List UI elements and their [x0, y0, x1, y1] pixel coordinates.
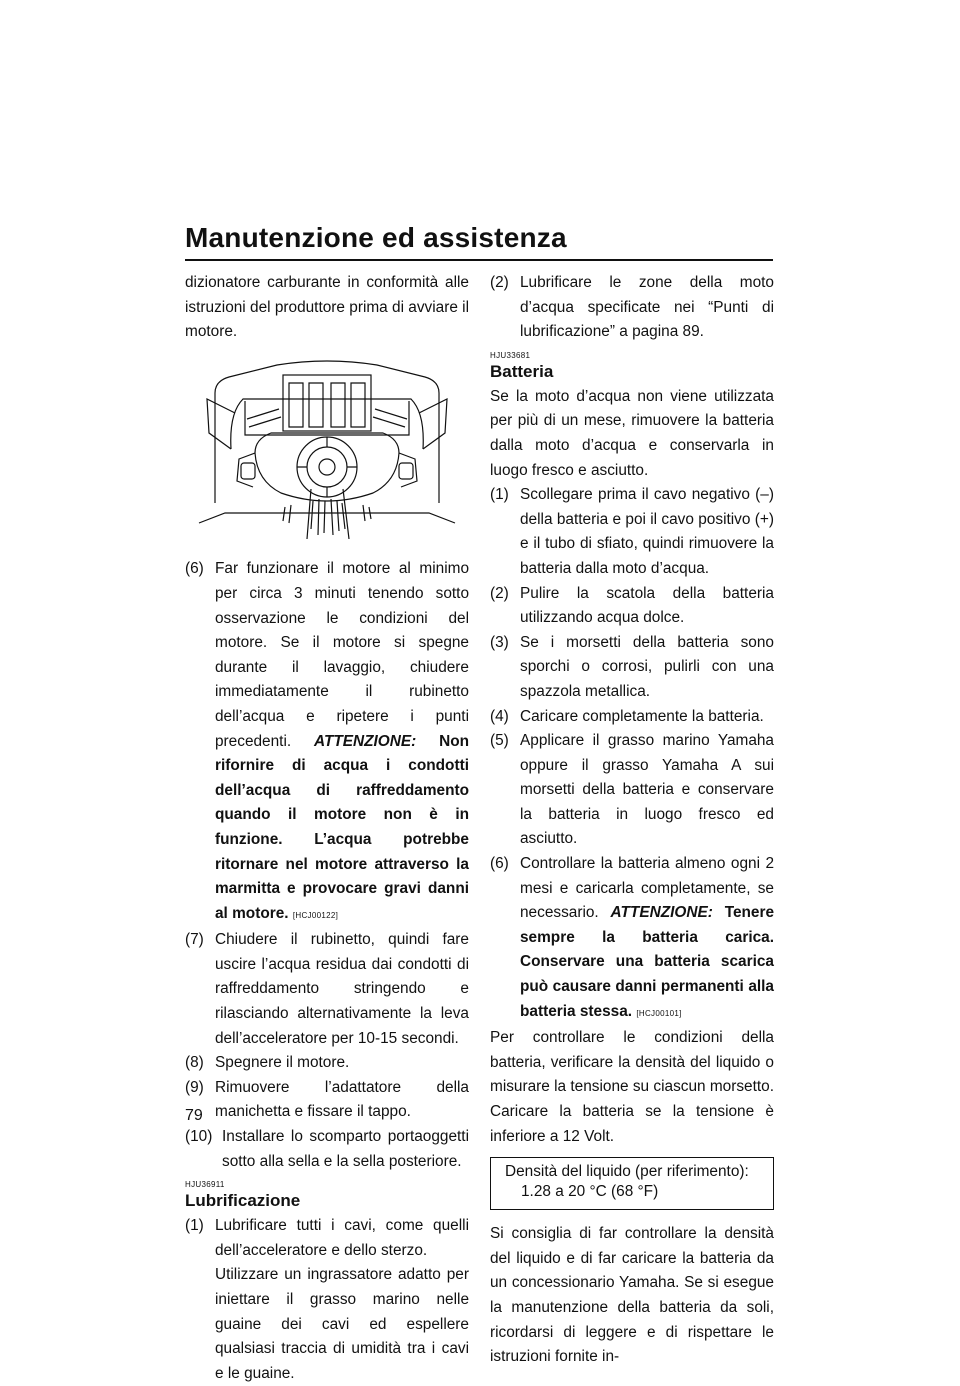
step-text: Installare lo scomparto portaoggetti sotto alla sella e la sella posteriore. — [222, 1128, 469, 1170]
step-text: Spegnere il motore. — [215, 1054, 350, 1072]
final-paragraph: Si consiglia di far controllare la densità del liquido e di far caricare la batteria da un concessionario Yamaha. Se si esegue la manutenzione della batteria da soli, ricordarsi di leggere e di rispettare le istruzioni fornite in- — [490, 1225, 774, 1366]
step-7 — [185, 928, 469, 1051]
bat-step-5 — [490, 729, 774, 852]
lub-step-2 — [490, 271, 774, 345]
step-text: Lubrificare tutti i cavi, come quelli dell’acceleratore e dello sterzo. — [215, 1217, 469, 1259]
warning-label: ATTENZIONE: — [610, 904, 713, 922]
step-8 — [185, 1051, 469, 1076]
step-number: (3) — [490, 633, 509, 651]
warning-label: ATTENZIONE: — [313, 732, 417, 750]
title-rule — [185, 259, 773, 261]
step-6 — [185, 557, 469, 928]
section-code: HJU33681 — [490, 350, 531, 360]
bat-step-1 — [490, 483, 774, 581]
step-text: Se i morsetti della batteria sono sporchi o corrosi, pulirli con una spazzola metallica. — [520, 633, 774, 700]
step-number: (9) — [185, 1078, 204, 1096]
density-spec-box — [490, 1157, 774, 1210]
density-value: 1.28 a 20 °C (68 °F) — [521, 1183, 659, 1201]
warning-text: Tenere sempre la batteria carica. Conservare una batteria scarica può causare danni permanenti alla batteria stessa. — [520, 904, 775, 1020]
step-text: Chiudere il rubinetto, quindi fare uscire l’acqua residua dai condotti di raffreddamento stringendo e rilasciando alternativamente la leva dell’acceleratore per 10-15 secondi. — [215, 931, 469, 1047]
check-paragraph: Per controllare le condizioni della batteria, verificare la densità del liquido o misurare la tensione su ciascun morsetto. Caricare la batteria se la tensione è inferiore a 12 Volt. — [490, 1029, 774, 1145]
section-heading-batteria: Batteria — [490, 361, 554, 381]
warning-text: Non rifornire di acqua i condotti dell’acqua di raffreddamento quando il motore non è in funzione. L’acqua potrebbe ritornare nel motore attraverso la marmitta e provocare gravi danni al motore. — [215, 732, 470, 922]
step-text: Rimuovere l’adattatore della manichetta e fissare il tappo. — [215, 1078, 469, 1121]
page-number: 79 — [185, 1107, 203, 1124]
step-9 — [185, 1076, 469, 1125]
section-heading-lubrificazione: Lubrificazione — [185, 1191, 301, 1211]
step-text: Caricare completamente la batteria. — [520, 707, 764, 725]
step-text: Applicare il grasso marino Yamaha oppure il grasso Yamaha A sui morsetti della batteria e conservare la batteria in luogo fresco ed asciutto. — [520, 732, 774, 848]
intro-paragraph: dizionatore carburante in conformità alle istruzioni del produttore prima di avviare il motore. — [185, 274, 469, 341]
step-number: (10) — [185, 1128, 213, 1146]
left-column — [185, 271, 469, 1386]
step-number: (6) — [490, 855, 509, 873]
step-text: Pulire la scatola della batteria utilizzando acqua dolce. — [520, 584, 774, 627]
step-number: (2) — [490, 274, 509, 291]
step-text: Far funzionare il motore al minimo per circa 3 minuti tenendo sotto osservazione le condizioni del motore. Se il motore si spegne durante il lavaggio, chiudere immediatamente il rubinetto dell’acqua e ripetere i punti precedenti. — [215, 560, 469, 750]
reference-code: [HCJ00122] — [292, 910, 339, 920]
lub-step-1-continuation: Utilizzare un ingrassatore adatto per iniettare il grasso marino nelle guaine dei cavi ed espellere qualsiasi traccia di umidità tra i cavi e le guaine. — [215, 1266, 469, 1382]
right-column — [490, 271, 774, 1370]
step-text: Lubrificare le zone della moto d’acqua specificate nei “Punti di lubrificazione” a pagina 89. — [520, 274, 774, 341]
step-number: (1) — [185, 1217, 204, 1235]
bat-step-6 — [490, 852, 774, 1026]
step-number: (5) — [490, 732, 509, 750]
step-text: Controllare la batteria almeno ogni 2 mesi e caricarla completamente, se necessario. — [520, 855, 774, 922]
step-number: (2) — [490, 584, 509, 602]
reference-code: [HCJ00101] — [636, 1008, 682, 1018]
step-number: (4) — [490, 707, 509, 725]
step-number: (1) — [490, 486, 509, 504]
bat-step-2 — [490, 582, 774, 631]
bat-step-3 — [490, 631, 774, 705]
lub-step-1 — [185, 1214, 469, 1263]
section-code: HJU36911 — [185, 1180, 225, 1190]
step-10 — [185, 1125, 469, 1174]
step-text: Scollegare prima il cavo negativo (–) della batteria e poi il cavo positivo (+) e il tubo di sfiato, quindi rimuovere la batteria dalla moto d’acqua. — [520, 486, 774, 577]
engine-flushing-illustration — [185, 353, 469, 539]
battery-intro: Se la moto d’acqua non viene utilizzata per più di un mese, rimuovere la batteria dalla moto d’acqua e conservarla in luogo fresco e asciutto. — [490, 387, 774, 479]
step-number: (6) — [185, 560, 204, 578]
page-title: Manutenzione ed assistenza — [185, 222, 567, 253]
density-label: Densità del liquido (per riferimento): — [505, 1163, 749, 1181]
step-number: (8) — [185, 1054, 204, 1072]
bat-step-4 — [490, 705, 774, 730]
step-number: (7) — [185, 931, 204, 949]
